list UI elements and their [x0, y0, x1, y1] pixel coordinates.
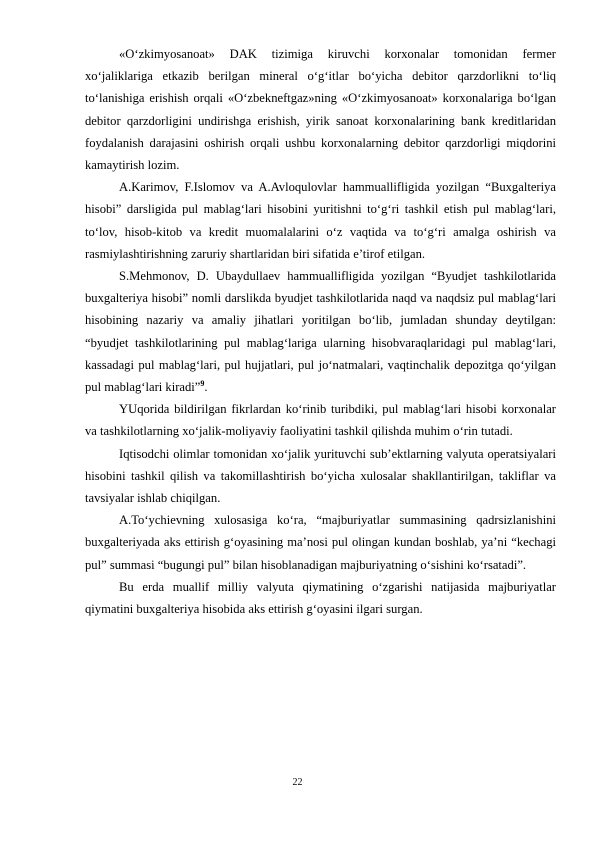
paragraph-7-text: Bu erda muallif milliy valyuta qiymatining o‘zgarishi natijasida majburiyatlar qiymatini buxgalteriya hisobida aks ettirish g‘oyasini ilgari surgan.: [85, 579, 556, 617]
paragraph-3-text: S.Mehmonov, D. Ubaydullaev hammuallifligida yozilgan “Byudjet tashkilotlarida buxgalteriya hisobi” nomli darslikda byudjet tashkilotlarida naqd va naqdsiz pul mablag‘lari hisobining nazariy va amaliy jihatlari yoritilgan bo‘lib, jumladan shunday deytilgan: “byudjet tashkilotlarining pul mablag‘lariga ularning hisobvaraqlaridagi pul mablag‘lari, kassadagi pul mablag‘lari, pul hujjatlari, pul jo‘natmalari, vaqtinchalik depozitga qo‘yilgan pul mablag‘lari kiradi”: [85, 269, 556, 395]
paragraph-5: [85, 443, 556, 510]
paragraph-4-text: YUqorida bildirilgan fikrlardan ko‘rinib turibdiki, pul mablag‘lari hisobi korxonalar va tashkilotlarning xo‘jalik-moliyaviy faoliyatini tashkil qilishda muhim o‘rin tutadi.: [85, 402, 556, 439]
paragraph-5-text: Iqtisodchi olimlar tomonidan xo‘jalik yurituvchi sub’ektlarning valyuta operatsiyalari hisobini tashkil qilish va takomillashtirish bo‘yicha xulosalar shakllantirilgan, takliflar va tavsiyalar ishlab chiqilgan.: [85, 446, 556, 506]
paragraph-6-text: A.To‘ychievning xulosasiga ko‘ra, “majburiyatlar summasining qadrsizlanishini buxgalteriyada aks ettirish g‘oyasining ma’nosi pul olingan kundan boshlab, ya’ni “kechagi pul” summasi “bugungi pul” bilan hisoblanadigan majburiyatning o‘sishini ko‘rsatadi”.: [85, 513, 556, 572]
paragraph-1-text: «O‘zkimyosanoat» DAK tizimiga kiruvchi korxonalar tomonidan fermer xo‘jaliklariga etkazib berilgan mineral o‘g‘itlar bo‘yicha debitor qarzdorlikni to‘liq to‘lanishiga erishish orqali «O‘zbekneftgaz»ning «O‘zkimyosanoat» korxonalariga bo‘lgan debitor qarzdorligini undirishga erishish, yirik sanoat korxonalarining bank kreditlaridan foydalanish darajasini oshirish orqali ushbu korxonalarning debitor qarzdorligi miqdorini kamaytirish lozim.: [85, 47, 556, 173]
footnote-marker[interactable]: 9: [200, 378, 205, 388]
paragraph-1: [85, 43, 556, 176]
page-number: 22: [292, 777, 303, 788]
document-body: [85, 43, 556, 620]
paragraph-2-text: A.Karimov, F.Islomov va A.Avloqulovlar hammuallifligida yozilgan “Buxgalteriya hisobi” darsligida pul mablag‘lari hisobini yuritishni to‘g‘ri tashkil etish pul mablag‘lari, to‘lov, hisob-kitob va kredit muomalalarini o‘z vaqtida va to‘g‘ri amalga oshirish va rasmiylashtirishning zaruriy shartlaridan biri sifatida e’tirof etilgan.: [85, 180, 556, 261]
paragraph-3: [85, 265, 556, 398]
paragraph-7: [85, 576, 556, 620]
paragraph-3-end: .: [204, 380, 208, 395]
paragraph-2: [85, 176, 556, 265]
paragraph-4: [85, 398, 556, 442]
paragraph-6: [85, 509, 556, 576]
